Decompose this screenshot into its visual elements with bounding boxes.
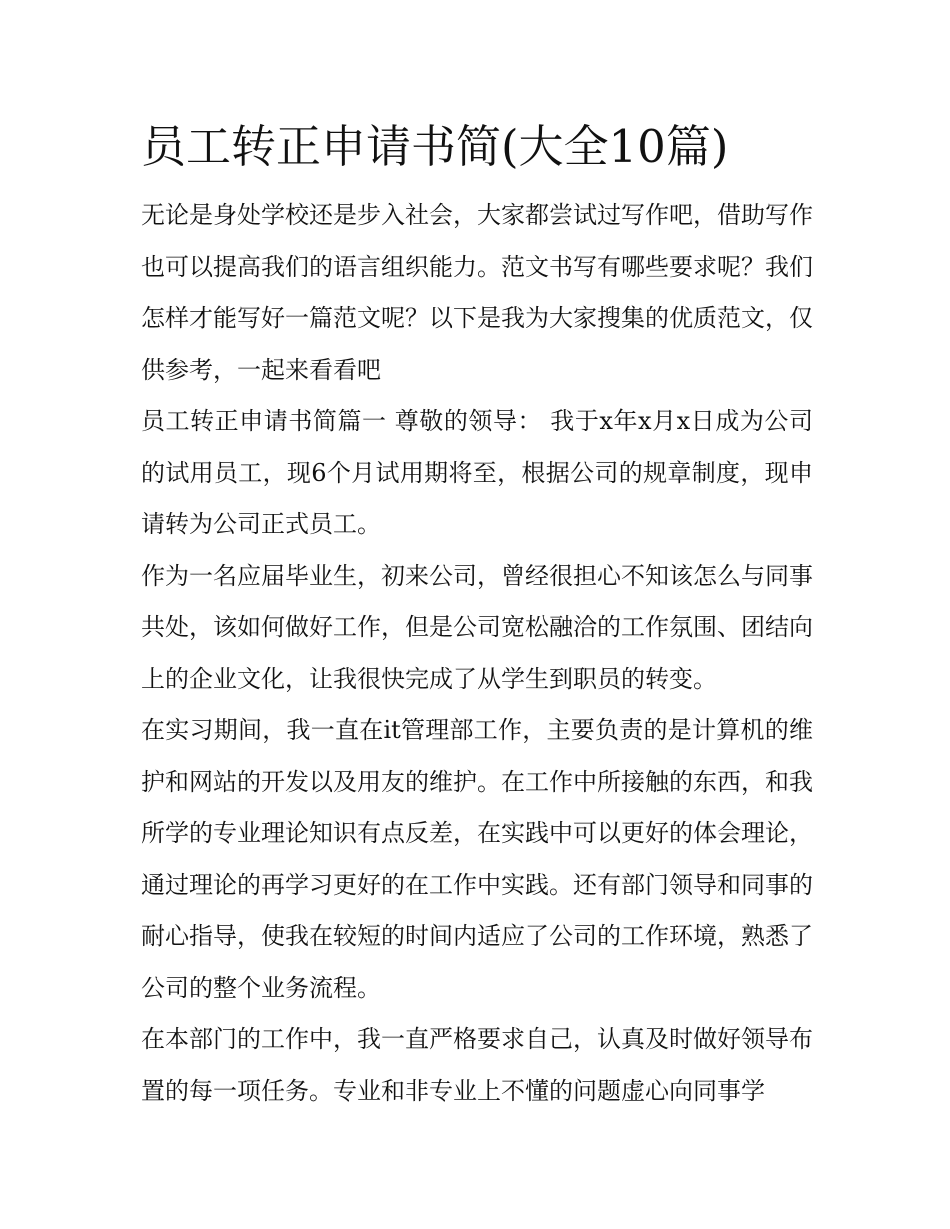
paragraph-adaptation: 作为一名应届毕业生，初来公司，曾经很担心不知该怎么与同事共处，该如何做好工作，但是公司宽松融洽的工作氛围、团结向上的企业文化，让我很快完成了从学生到职员的转变。	[141, 561, 813, 693]
paragraph-intro: 无论是身处学校还是步入社会，大家都尝试过写作吧，借助写作也可以提高我们的语言组织能力。范文书写有哪些要求呢？我们怎样才能写好一篇范文呢？以下是我为大家搜集的优质范文，仅供参考，一起来看看吧	[141, 201, 813, 384]
paragraph-salutation: 员工转正申请书简篇一 尊敬的领导： 我于x年x月x日成为公司的试用员工，现6个月试用期将至，根据公司的规章制度，现申请转为公司正式员工。	[141, 407, 813, 538]
paragraph-internship: 在实习期间，我一直在it管理部工作，主要负责的是计算机的维护和网站的开发以及用友的维护。在工作中所接触的东西，和我所学的专业理论知识有点反差，在实践中可以更好的体会理论，通过理论的再学习更好的在工作中实践。还有部门领导和同事的耐心指导，使我在较短的时间内适应了公司的工作环境，熟悉了公司的整个业务流程。	[141, 716, 813, 1002]
document-body	[141, 114, 813, 1117]
document-title: 员工转正申请书简(大全10篇)	[141, 120, 729, 173]
paragraph-department-work: 在本部门的工作中，我一直严格要求自己，认真及时做好领导布置的每一项任务。专业和非专业上不懂的问题虚心向同事学	[141, 1025, 813, 1105]
